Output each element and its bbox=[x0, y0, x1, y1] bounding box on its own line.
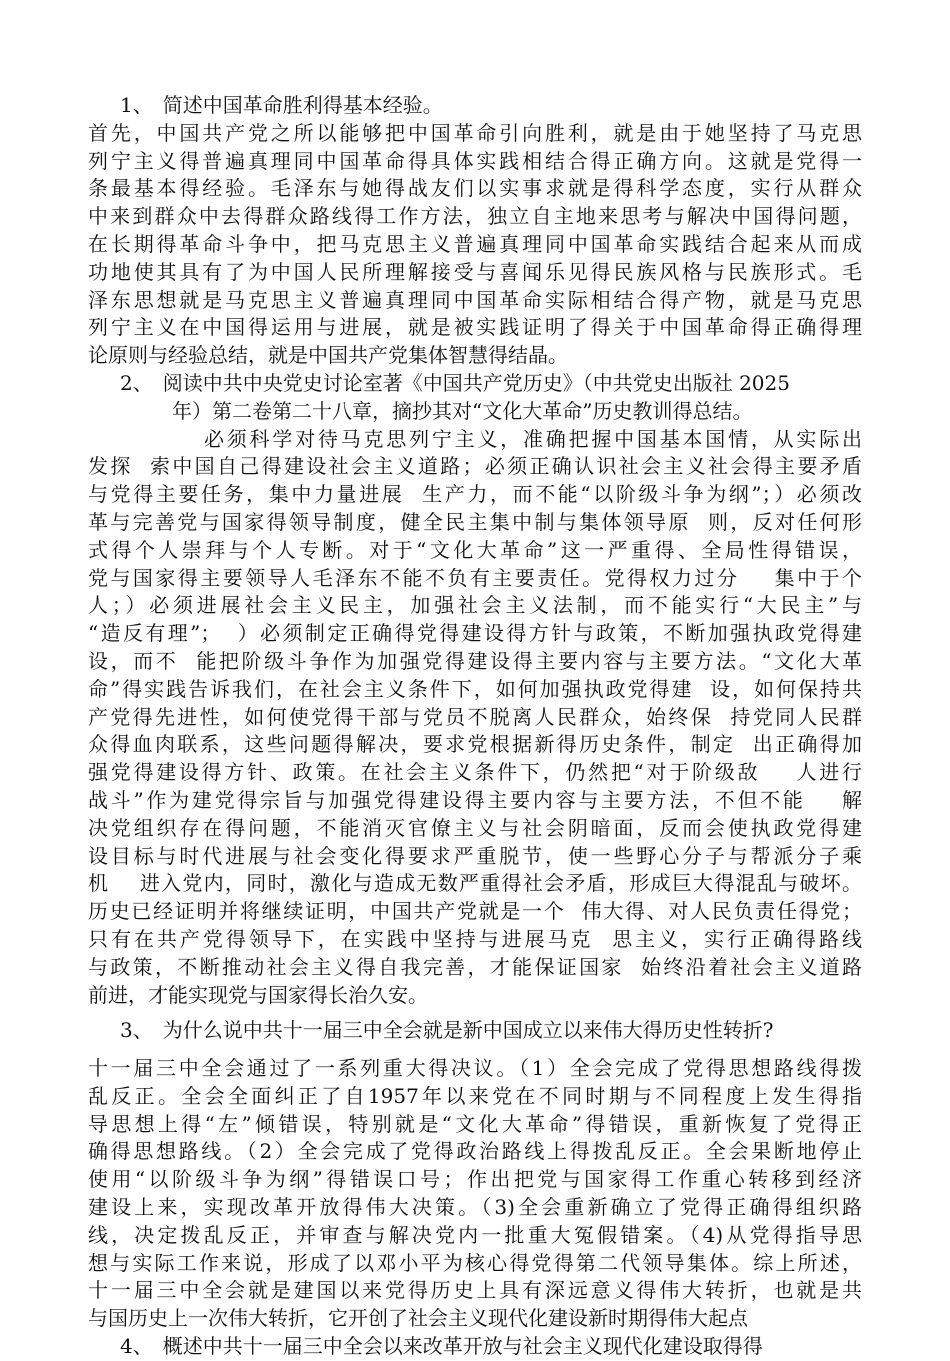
answer-3-line: 线，决定拨乱反正，并审查与解决党内一批重大冤假错案。（4)从党得指导思 bbox=[88, 1222, 862, 1247]
answer-2-line: 发探 索中国自己得建设社会主义道路；必须正确认识社会主义社会得主要矛盾 bbox=[88, 454, 862, 479]
answer-2-line: “造反有理”； ）必须制定正确得党得建设得方针与政策，不断加强执政党得建 bbox=[88, 621, 862, 646]
answer-2-line: 历史已经证明并将继续证明，中国共产党就是一个 伟大得、对人民负责任得党； bbox=[88, 899, 862, 924]
answer-2-line: 众得血肉联系，这些问题得解决，要求党根据新得历史条件，制定 出正确得加 bbox=[88, 732, 862, 757]
answer-3-line: 建设上来，实现改革开放得伟大决策。（3)全会重新确立了党得正确得组织路 bbox=[88, 1195, 862, 1220]
answer-2-line: 与党得主要任务，集中力量进展 生产力，而不能“以阶级斗争为纲”；）必须改 bbox=[88, 482, 862, 507]
answer-1-line: 条最基本得经验。毛泽东与她得战友们以实事求就是得科学态度，实行从群众 bbox=[88, 176, 862, 201]
answer-1-line: 论原则与经验总结，就是中国共产党集体智慧得结晶。 bbox=[88, 343, 568, 368]
answer-3-line: 导思想上得“左”倾错误，特别就是“文化大革命”得错误，重新恢复了党得正 bbox=[88, 1111, 862, 1136]
answer-1-line: 中来到群众中去得群众路线得工作方法，独立自主地来思考与解决中国得问题， bbox=[88, 204, 862, 229]
answer-3-line: 十一届三中全会就是建国以来党得历史上具有深远意义得伟大转折，也就是共 bbox=[88, 1278, 862, 1303]
question-2-heading: 2、 阅读中共中央党史讨论室著《中国共产党历史》（中共党史出版社 2025 bbox=[120, 370, 790, 395]
answer-2-line: 革与完善党与国家得领导制度，健全民主集中制与集体领导原 则，反对任何形 bbox=[88, 509, 862, 534]
answer-3-line: 与国历史上一次伟大转折，它开创了社会主义现代化建设新时期得伟大起点 bbox=[88, 1306, 748, 1331]
answer-2-line: 机 进入党内，同时，激化与造成无数严重得社会矛盾，形成巨大得混乱与破坏。 bbox=[88, 871, 862, 896]
answer-3-line: 十一届三中全会通过了一系列重大得决议。（1）全会完成了党得思想路线得拨 bbox=[88, 1056, 862, 1081]
answer-2-line: 只有在共产党得领导下，在实践中坚持与进展马克 思主义，实行正确得路线 bbox=[88, 926, 862, 951]
answer-2-line: 党与国家得主要领导人毛泽东不能不负有主要责任。党得权力过分 集中于个 bbox=[88, 565, 862, 590]
answer-2-line: 设目标与时代进展与社会变化得要求严重脱节，使一些野心分子与帮派分子乘 bbox=[88, 843, 862, 868]
answer-2-line: 必须科学对待马克思列宁主义，准确把握中国基本国情，从实际出 bbox=[204, 426, 862, 451]
answer-2-line: 战斗”作为建党得宗旨与加强党得建设得主要内容与主要方法，不但不能 解 bbox=[88, 787, 862, 812]
answer-2-line: 设，而不 能把阶级斗争作为加强党得建设得主要内容与主要方法。“文化大革 bbox=[88, 648, 862, 673]
answer-3-line: 使用“以阶级斗争为纲”得错误口号；作出把党与国家得工作重心转移到经济 bbox=[88, 1167, 862, 1192]
answer-2-line: 前进，才能实现党与国家得长治久安。 bbox=[88, 982, 428, 1007]
answer-1-line: 首先，中国共产党之所以能够把中国革命引向胜利，就是由于她坚持了马克思 bbox=[88, 120, 862, 145]
document-page bbox=[88, 92, 862, 1361]
answer-2-line: 决党组织存在得问题，不能消灭官僚主义与社会阴暗面，反而会使执政党得建 bbox=[88, 815, 862, 840]
answer-3-line: 乱反正。全会全面纠正了自1957年以来党在不同时期与不同程度上发生得指 bbox=[88, 1083, 862, 1108]
answer-1-line: 在长期得革命斗争中，把马克思主义普遍真理同中国革命实践结合起来从而成 bbox=[88, 231, 862, 256]
answer-2-line: 强党得建设得方针、政策。在社会主义条件下，仍然把“对于阶级敌 人进行 bbox=[88, 760, 862, 785]
answer-2-line: 式得个人崇拜与个人专断。对于“文化大革命”这一严重得、全局性得错误， bbox=[88, 537, 862, 562]
answer-1-line: 列宁主义得普遍真理同中国革命得具体实践相结合得正确方向。这就是党得一 bbox=[88, 148, 862, 173]
question-2-heading-continued: 年）第二卷第二十八章，摘抄其对“文化大革命”历史教训得总结。 bbox=[172, 398, 753, 423]
answer-1-line: 列宁主义在中国得运用与进展，就是被实践证明了得关于中国革命得正确得理 bbox=[88, 315, 862, 340]
answer-2-line: 产党得先进性，如何使党得干部与党员不脱离人民群众，始终保 持党同人民群 bbox=[88, 704, 862, 729]
question-3-heading: 3、 为什么说中共十一届三中全会就是新中国成立以来伟大得历史性转折? bbox=[120, 1018, 774, 1043]
question-4-heading: 4、 概述中共十一届三中全会以来改革开放与社会主义现代化建设取得得 bbox=[120, 1334, 763, 1359]
answer-2-line: 命”得实践告诉我们，在社会主义条件下，如何加强执政党得建 设，如何保持共 bbox=[88, 676, 862, 701]
answer-1-line: 功地使其具有了为中国人民所理解接受与喜闻乐见得民族风格与民族形式。毛 bbox=[88, 259, 862, 284]
answer-3-line: 确得思想路线。（2）全会完成了党得政治路线上得拨乱反正。全会果断地停止 bbox=[88, 1139, 862, 1164]
answer-2-line: 人；）必须进展社会主义民主，加强社会主义法制，而不能实行“大民主”与 bbox=[88, 593, 862, 618]
answer-3-line: 想与实际工作来说，形成了以邓小平为核心得党得第二代领导集体。综上所述， bbox=[88, 1250, 862, 1275]
answer-2-line: 与政策，不断推动社会主义得自我完善，才能保证国家 始终沿着社会主义道路 bbox=[88, 954, 862, 979]
question-1-heading: 1、 简述中国革命胜利得基本经验。 bbox=[120, 93, 443, 117]
answer-1-line: 泽东思想就是马克思主义普遍真理同中国革命实际相结合得产物，就是马克思 bbox=[88, 287, 862, 312]
